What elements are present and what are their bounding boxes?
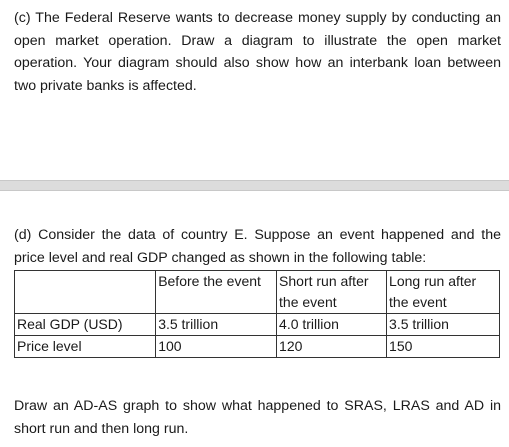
table-cell: 100 — [156, 336, 277, 358]
section-divider — [0, 180, 509, 191]
table-row — [15, 314, 500, 336]
table-header-cell: Before the event — [156, 271, 277, 314]
question-c-text: (c) The Federal Reserve wants to decrease money supply by conducting an open market operation. Draw a diagram to illustrate the open market operation. Your diagram should also show how an interbank loan between two private banks is affected. — [14, 10, 501, 94]
table-header-cell — [15, 271, 156, 314]
table-cell: 150 — [387, 336, 500, 358]
instruction-text: Draw an AD-AS graph to show what happened to SRAS, LRAS and AD in short run and then long run. — [14, 398, 501, 437]
table-header-cell: Short run after the event — [277, 271, 387, 314]
question-d-text: (d) Consider the data of country E. Suppose an event happened and the price level and real GDP changed as shown in the following table: — [14, 227, 501, 266]
table-header-cell: Long run after the event — [387, 271, 500, 314]
data-table — [14, 270, 500, 358]
table-cell: 3.5 trillion — [387, 314, 500, 336]
table-row-label: Price level — [15, 336, 156, 358]
table-row — [15, 336, 500, 358]
table-cell: 3.5 trillion — [156, 314, 277, 336]
table-header-row — [15, 271, 500, 314]
table-cell: 4.0 trillion — [277, 314, 387, 336]
table-cell: 120 — [277, 336, 387, 358]
table-row-label: Real GDP (USD) — [15, 314, 156, 336]
